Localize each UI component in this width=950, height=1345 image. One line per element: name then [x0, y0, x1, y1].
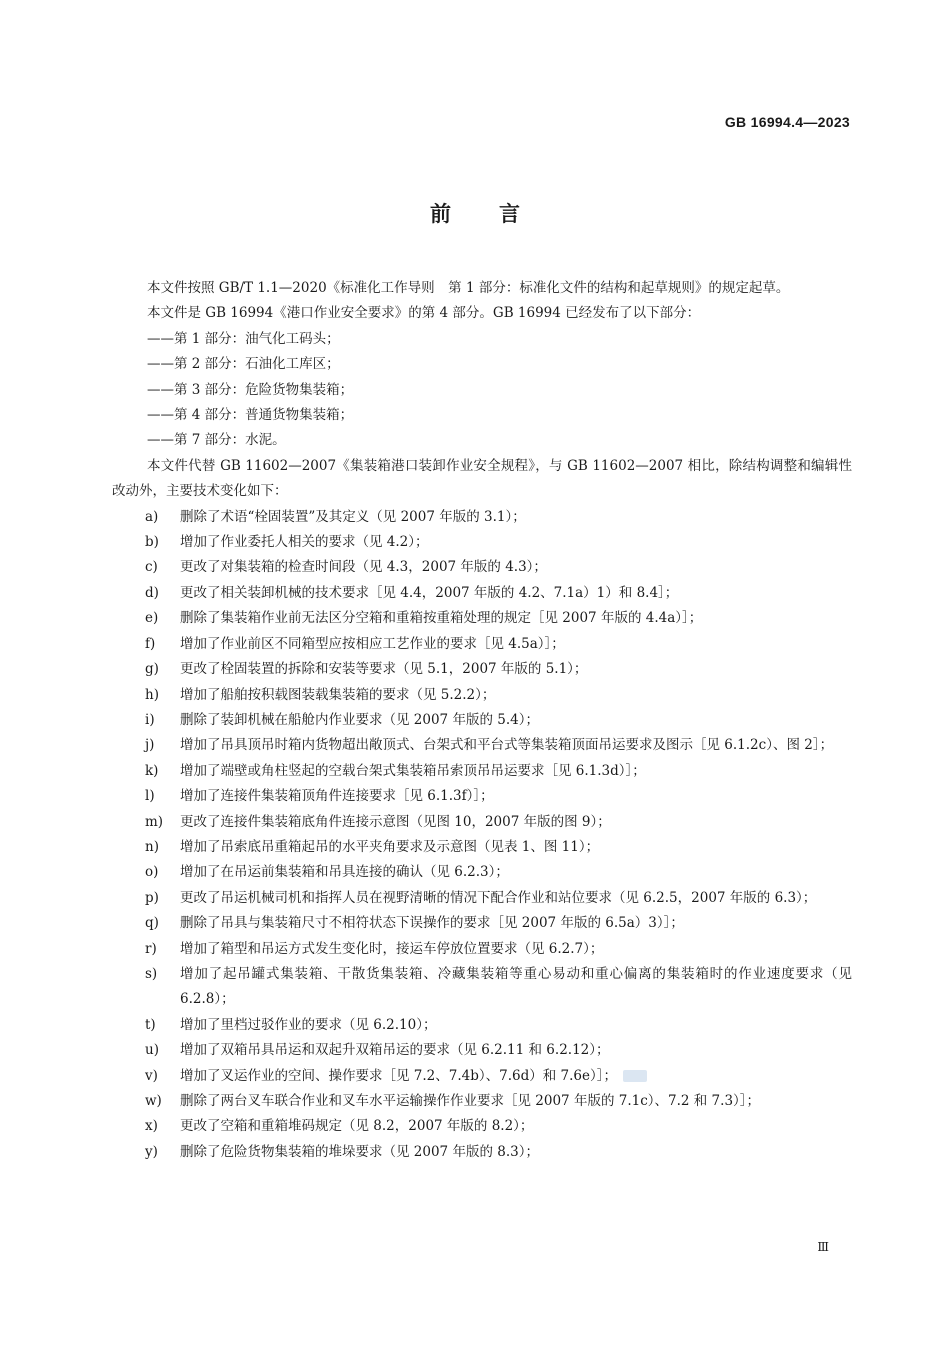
list-item: ——第 4 部分：普通货物集装箱； [147, 407, 354, 424]
paragraph-drafting-basis: 本文件按照 GB/T 1.1—2020《标准化工作导则 第 1 部分：标准化文件的结构和起草规则》的规定起草。 [147, 280, 790, 296]
list-item [112, 886, 852, 911]
list-text: 更改了栓固装置的拆除和安装等要求（见 5.1，2007 年版的 5.1）； [180, 661, 588, 678]
watermark-badge-icon [623, 1070, 647, 1082]
list-item [112, 784, 852, 809]
list-text: 更改了连接件集装箱底角件连接示意图（见图 10，2007 年版的图 9）； [180, 813, 611, 830]
list-item [112, 860, 852, 885]
parts-list [112, 327, 852, 454]
list-label: u) [145, 1042, 159, 1059]
list-label: p) [145, 889, 159, 906]
list-item [112, 962, 852, 1013]
list-text: 增加了连接件集装箱顶角件连接要求［见 6.1.3f）］； [180, 788, 494, 805]
list-text: 增加了船舶按积载图装载集装箱的要求（见 5.2.2）； [180, 686, 496, 703]
list-text: 增加了作业委托人相关的要求（见 4.2）； [180, 534, 429, 551]
list-label: b) [145, 534, 159, 551]
list-text: 更改了对集装箱的检查时间段（见 4.3，2007 年版的 4.3）； [180, 559, 547, 576]
list-item [112, 657, 852, 682]
list-text: 更改了吊运机械司机和指挥人员在视野清晰的情况下配合作业和站位要求（见 6.2.5，2007 年版的 6.3）； [180, 889, 817, 906]
list-item [112, 606, 852, 631]
list-text: 删除了两台叉车联合作业和叉车水平运输操作作业要求［见 2007 年版的 7.1c）、7.2 和 7.3）］； [180, 1093, 761, 1109]
list-label: c) [145, 559, 158, 576]
list-text: 增加了箱型和吊运方式发生变化时，接运车停放位置要求（见 6.2.7）； [180, 940, 604, 957]
list-label: d) [145, 584, 159, 601]
list-text: 删除了装卸机械在船舱内作业要求（见 2007 年版的 5.4）； [180, 711, 539, 728]
list-label: h) [145, 686, 159, 703]
list-text: 更改了空箱和重箱堆码规定（见 8.2，2007 年版的 8.2）； [180, 1118, 534, 1135]
list-label: q) [145, 915, 159, 932]
list-label: t) [145, 1016, 156, 1033]
list-item [112, 1038, 852, 1063]
list-text: 增加了在吊运前集装箱和吊具连接的确认（见 6.2.3）； [180, 864, 509, 881]
list-label: g) [145, 661, 159, 678]
list-text: 删除了术语“栓固装置”及其定义（见 2007 年版的 3.1）； [180, 508, 526, 525]
list-item: ——第 1 部分：油气化工码头； [147, 330, 340, 347]
list-text: 更改了相关装卸机械的技术要求［见 4.4，2007 年版的 4.2、7.1a）1）和 8.4］； [180, 584, 679, 601]
list-label: i) [145, 711, 155, 728]
list-label: n) [145, 838, 159, 855]
list-item [112, 759, 852, 784]
paragraph-replacement: 本文件代替 GB 11602—2007《集装箱港口装卸作业安全规程》，与 GB 11602—2007 相比，除结构调整和编辑性改动外，主要技术变化如下： [112, 457, 852, 500]
list-item [112, 1064, 852, 1089]
list-item [112, 581, 852, 606]
list-item [112, 683, 852, 708]
list-text: 增加了作业前区不同箱型应按相应工艺作业的要求［见 4.5a）］； [180, 635, 565, 652]
list-text: 增加了起吊罐式集装箱、干散货集装箱、冷藏集装箱等重心易动和重心偏离的集装箱时的作业速度要求（见 6.2.8）； [180, 965, 852, 1008]
list-item [112, 632, 852, 657]
list-item [112, 505, 852, 530]
list-item: ——第 2 部分：石油化工库区； [147, 356, 340, 373]
page-title: 前言 [430, 202, 568, 226]
list-label: v) [145, 1067, 158, 1084]
list-label: y) [145, 1143, 158, 1160]
list-text: 增加了里档过驳作业的要求（见 6.2.10）； [180, 1016, 437, 1033]
list-item [112, 1114, 852, 1139]
list-item [112, 1013, 852, 1038]
list-item [112, 1140, 852, 1165]
list-text: 增加了吊索底吊重箱起吊的水平夹角要求及示意图（见表 1、图 11）； [180, 838, 600, 855]
list-text: 增加了叉运作业的空间、操作要求［见 7.2、7.4b）、7.6d）和 7.6e）］； [180, 1067, 617, 1084]
list-item [112, 555, 852, 580]
list-item [112, 911, 852, 936]
list-label: w) [145, 1093, 162, 1109]
list-label: l) [145, 788, 155, 805]
list-text: 增加了吊具顶吊时箱内货物超出敞顶式、台架式和平台式等集装箱顶面吊运要求及图示［见 6.1.2c）、图 2］； [180, 737, 834, 754]
list-label: k) [145, 762, 159, 779]
list-label: s) [145, 965, 158, 982]
document-body [112, 276, 852, 1165]
list-item [112, 937, 852, 962]
list-label: f) [145, 635, 156, 652]
list-text: 删除了集装箱作业前无法区分空箱和重箱按重箱处理的规定［见 2007 年版的 4.4a）］； [180, 610, 703, 627]
list-label: m) [145, 813, 164, 830]
changes-list [112, 505, 852, 1166]
list-item [112, 810, 852, 835]
list-label: r) [145, 940, 157, 957]
list-item [112, 708, 852, 733]
list-text: 删除了危险货物集装箱的堆垛要求（见 2007 年版的 8.3）； [180, 1143, 539, 1160]
list-label: e) [145, 610, 159, 627]
list-item [112, 1089, 852, 1114]
paragraph-series-info: 本文件是 GB 16994《港口作业安全要求》的第 4 部分。GB 16994 已经发布了以下部分： [147, 305, 701, 322]
page-number: Ⅲ [817, 1240, 829, 1254]
list-text: 删除了吊具与集装箱尺寸不相符状态下误操作的要求［见 2007 年版的 6.5a）3）］； [180, 915, 684, 932]
list-label: o) [145, 864, 159, 881]
list-label: x) [145, 1118, 158, 1135]
list-text: 增加了双箱吊具吊运和双起升双箱吊运的要求（见 6.2.11 和 6.2.12）； [180, 1042, 610, 1059]
list-label: a) [145, 508, 159, 525]
list-item: ——第 7 部分：水泥。 [147, 432, 286, 449]
list-item: ——第 3 部分：危险货物集装箱； [147, 381, 354, 398]
list-item [112, 530, 852, 555]
list-text: 增加了端壁或角柱竖起的空载台架式集装箱吊索顶吊吊运要求［见 6.1.3d）］； [180, 762, 646, 779]
standard-code: GB 16994.4—2023 [724, 114, 850, 130]
list-item [112, 733, 852, 758]
list-label: j) [145, 737, 155, 754]
list-item [112, 835, 852, 860]
